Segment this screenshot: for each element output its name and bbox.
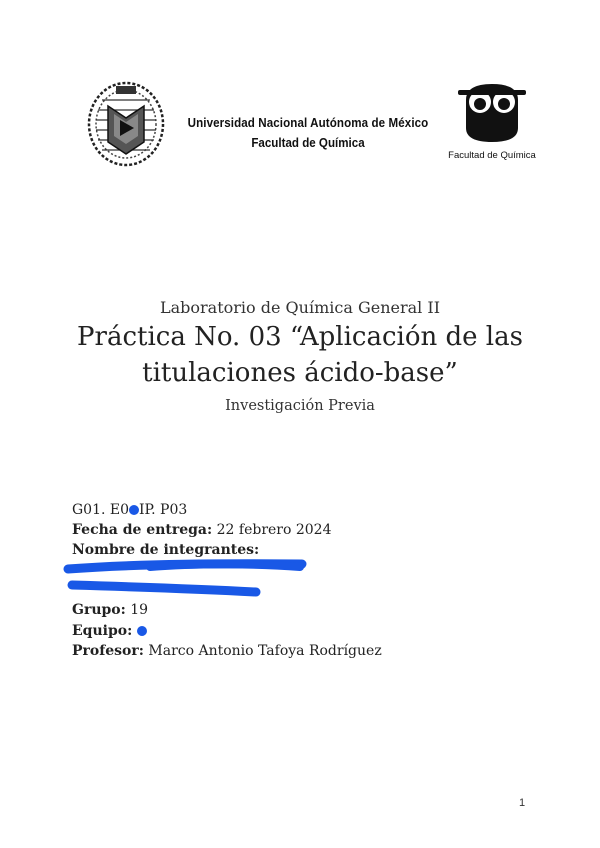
document-code-prefix: G01. E0	[72, 502, 130, 518]
unam-seal-logo	[86, 80, 166, 168]
practice-title-line-1: Práctica No. 03 “Aplicación de las	[77, 322, 523, 352]
members-label: Nombre de integrantes:	[72, 542, 260, 558]
delivery-date-label: Fecha de entrega:	[72, 522, 213, 538]
professor-line	[72, 643, 382, 659]
group-label: Grupo:	[72, 602, 126, 618]
delivery-date-line	[72, 522, 332, 538]
facultad-quimica-logo	[452, 80, 532, 146]
logo-caption: Facultad de Química	[448, 150, 536, 161]
lab-name: Laboratorio de Química General II	[159, 298, 441, 317]
university-name: Universidad Nacional Autónoma de México	[187, 116, 429, 130]
document-code	[72, 502, 187, 518]
redacted-member-names	[0, 555, 600, 605]
document-subtitle: Investigación Previa	[225, 398, 375, 414]
redaction-dot	[129, 505, 139, 515]
group-value: 19	[130, 602, 149, 618]
delivery-date-value: 22 febrero 2024	[216, 522, 332, 538]
practice-title-line-2: titulaciones ácido-base”	[142, 358, 458, 388]
professor-label: Profesor:	[72, 643, 144, 659]
document-code-suffix: IP. P03	[139, 502, 188, 518]
page-number: 1	[518, 797, 526, 809]
faculty-name: Facultad de Química	[251, 136, 365, 150]
team-line	[72, 623, 147, 639]
group-line	[72, 602, 148, 618]
team-label: Equipo:	[72, 623, 133, 639]
redaction-dot	[137, 626, 147, 636]
professor-name: Marco Antonio Tafoya Rodríguez	[148, 643, 382, 659]
